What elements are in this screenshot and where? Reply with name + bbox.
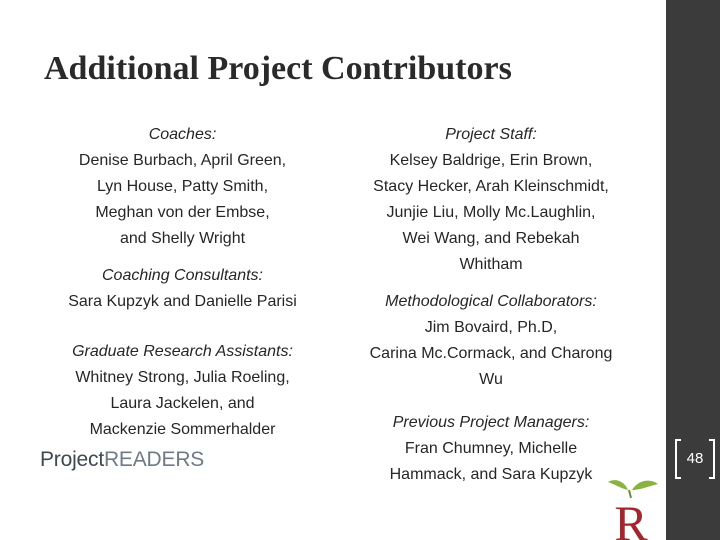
project-staff-names: Kelsey Baldrige, Erin Brown, Stacy Hecker, Arah Kleinschmidt, Junjie Liu, Molly Mc.Laughlin, Wei Wang, and Rebekah Whitham xyxy=(373,152,609,273)
consultants-block xyxy=(40,263,325,315)
project-readers-logo xyxy=(40,446,204,474)
previous-managers-names: Fran Chumney, Michelle Hammack, and Sara Kupzyk xyxy=(389,440,593,483)
graduate-assistants-names: Whitney Strong, Julia Roeling, Laura Jackelen, and Mackenzie Sommerhalder xyxy=(75,369,290,438)
right-column xyxy=(346,122,636,492)
slide-title: Additional Project Contributors xyxy=(44,50,512,87)
project-staff-heading: Project Staff: xyxy=(445,126,537,143)
coaches-heading: Coaches: xyxy=(148,126,217,143)
page-number: 48 xyxy=(675,441,715,477)
coaches-block xyxy=(40,122,325,252)
logo-word-project: Project xyxy=(40,448,104,471)
previous-managers-block xyxy=(346,410,636,488)
graduate-assistants-block xyxy=(40,339,325,443)
consultants-heading: Coaching Consultants: xyxy=(102,267,263,284)
graduate-assistants-heading: Graduate Research Assistants: xyxy=(72,343,293,360)
consultants-names: Sara Kupzyk and Danielle Parisi xyxy=(68,293,297,310)
methodological-collaborators-names: Jim Bovaird, Ph.D, Carina Mc.Cormack, and Charong Wu xyxy=(369,319,613,388)
logo-word-readers: READERS xyxy=(103,448,205,471)
methodological-collaborators-block xyxy=(346,289,636,393)
previous-managers-heading: Previous Project Managers: xyxy=(392,414,590,431)
coaches-names: Denise Burbach, April Green, Lyn House, Patty Smith, Meghan von der Embse, and Shelly Wright xyxy=(78,152,287,247)
left-column xyxy=(40,122,325,442)
project-staff-block xyxy=(346,122,636,278)
university-r-emblem-icon xyxy=(598,478,664,540)
methodological-collaborators-heading: Methodological Collaborators: xyxy=(385,293,597,310)
svg-text:R: R xyxy=(614,495,648,540)
